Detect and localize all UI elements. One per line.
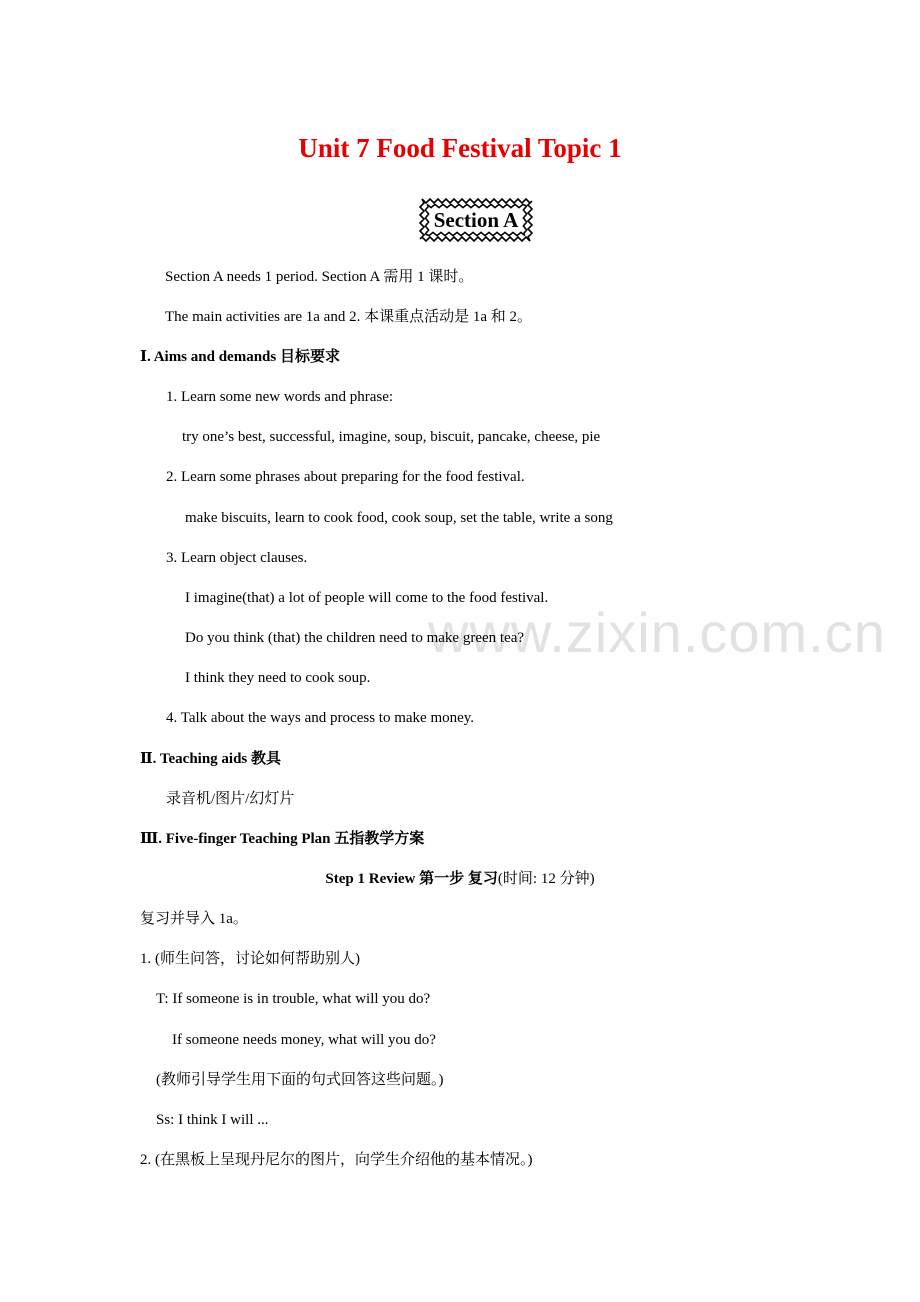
- aim-item-4: 4. Talk about the ways and process to make money.: [166, 710, 475, 726]
- heading-teaching-plan: Ⅲ. Five-finger Teaching Plan 五指教学方案: [140, 831, 425, 847]
- heading-teaching-aids: Ⅱ. Teaching aids 教具: [140, 751, 282, 767]
- section-label-box: [418, 197, 534, 243]
- aim-item-1: 1. Learn some new words and phrase:: [166, 389, 394, 405]
- step-title-time: (时间: 12 分钟): [497, 871, 595, 887]
- aim-item-3-example-2: Do you think (that) the children need to make green tea?: [185, 630, 525, 646]
- aim-item-2-phrases: make biscuits, learn to cook food, cook soup, set the table, write a song: [185, 510, 613, 526]
- step-item-1: 1. (师生问答，讨论如何帮助别人): [140, 951, 360, 967]
- step-item-2: 2. (在黑板上呈现丹尼尔的图片，向学生介绍他的基本情况。): [140, 1152, 533, 1168]
- section-label: Section A: [433, 208, 519, 232]
- aim-item-3: 3. Learn object clauses.: [166, 550, 308, 566]
- step-title-label: Step 1 Review 第一步 复习: [325, 871, 498, 887]
- watermark: www.zixin.com.cn: [428, 601, 886, 664]
- document-title: Unit 7 Food Festival Topic 1: [298, 133, 622, 163]
- student-answer: Ss: I think I will ...: [156, 1112, 269, 1128]
- aim-item-1-words: try one’s best, successful, imagine, soup, biscuit, pancake, cheese, pie: [182, 429, 601, 445]
- intro-activities: The main activities are 1a and 2. 本课重点活动是 1a 和 2。: [165, 309, 532, 325]
- heading-aims: Ⅰ. Aims and demands 目标要求: [140, 349, 340, 365]
- aim-item-3-example-1: I imagine(that) a lot of people will come to the food festival.: [185, 590, 549, 606]
- teacher-guidance-note: (教师引导学生用下面的句式回答这些问题。): [156, 1072, 444, 1088]
- aim-item-3-example-3: I think they need to cook soup.: [185, 670, 371, 686]
- step-title: [0, 869, 920, 889]
- teacher-question-2: If someone needs money, what will you do?: [172, 1032, 436, 1048]
- intro-period: Section A needs 1 period. Section A 需用 1 课时。: [165, 269, 474, 285]
- aim-item-2: 2. Learn some phrases about preparing for the food festival.: [166, 469, 525, 485]
- teaching-aids-list: 录音机/图片/幻灯片: [166, 791, 295, 807]
- step-intro: 复习并导入 1a。: [140, 911, 248, 927]
- teacher-question-1: T: If someone is in trouble, what will you do?: [156, 991, 431, 1007]
